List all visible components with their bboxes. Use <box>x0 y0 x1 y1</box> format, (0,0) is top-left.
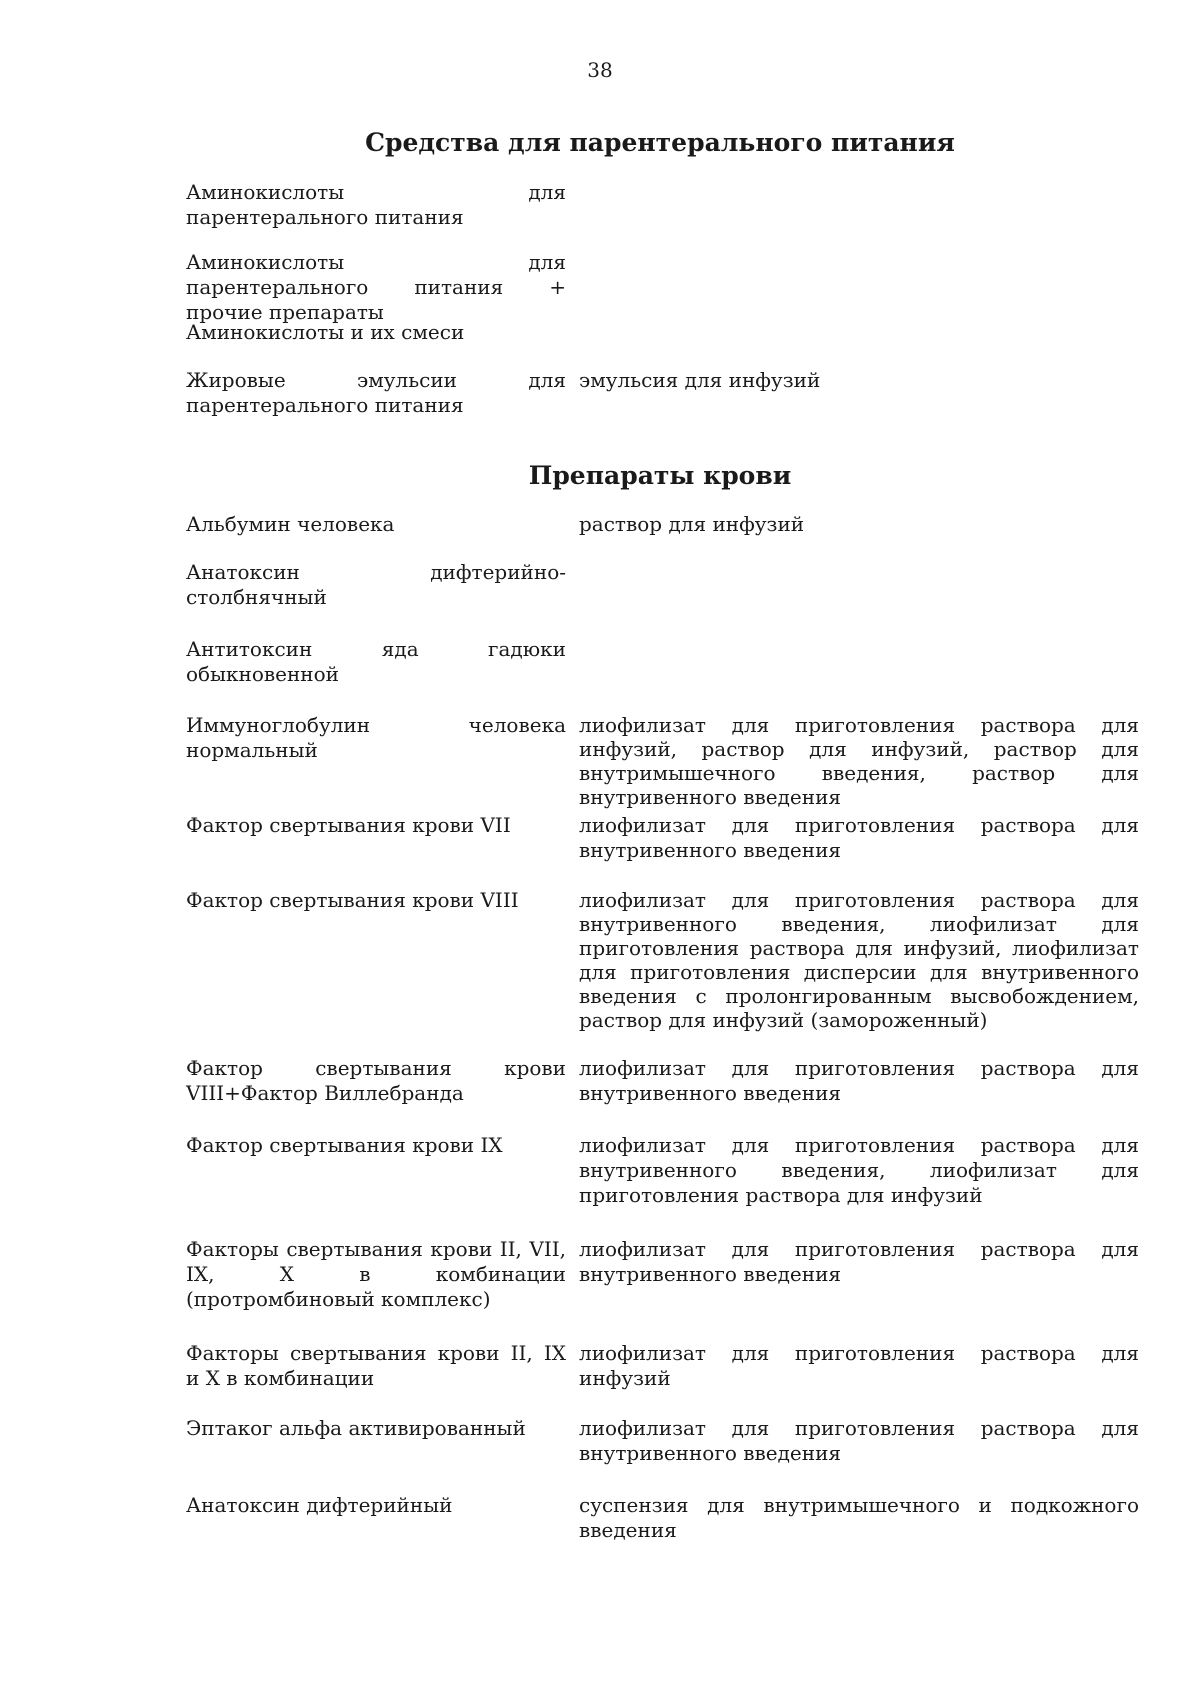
table-row <box>186 813 1139 888</box>
drug-name: Факторы свертывания крови II, VII, IX, X в комбинации (протромбиновый комплекс) <box>186 1237 566 1311</box>
page-number: 38 <box>587 58 613 82</box>
dosage-form: раствор для инфузий <box>579 512 805 536</box>
drug-name: Иммуноглобулин человека нормальный <box>186 713 566 762</box>
table-row <box>186 1133 1139 1237</box>
drug-table-blood-products <box>186 512 1139 1553</box>
drug-name: Альбумин человека <box>186 512 395 536</box>
drug-table-parenteral-nutrition <box>186 180 1136 438</box>
table-row <box>186 180 1136 250</box>
section-title-parenteral-nutrition: Средства для парентерального питания <box>365 128 955 157</box>
drug-name: Жировые эмульсии для парентерального питания <box>186 368 566 417</box>
table-row <box>186 1056 1139 1133</box>
table-row <box>186 888 1139 1056</box>
drug-name: Фактор свертывания крови VIII+Фактор Виллебранда <box>186 1056 566 1105</box>
drug-name: Анатоксин дифтерийно-столбнячный <box>186 560 566 609</box>
drug-name: Эптаког альфа активированный <box>186 1416 526 1440</box>
table-row <box>186 1416 1139 1493</box>
dosage-form: лиофилизат для приготовления раствора для внутривенного введения <box>579 1237 1139 1286</box>
drug-name: Фактор свертывания крови VII <box>186 813 511 837</box>
table-row <box>186 1237 1139 1341</box>
dosage-form: эмульсия для инфузий <box>579 368 821 392</box>
table-row <box>186 637 1136 713</box>
dosage-form: лиофилизат для приготовления раствора для инфузий <box>579 1341 1139 1390</box>
dosage-form: лиофилизат для приготовления раствора для внутривенного введения <box>579 1056 1139 1105</box>
table-row <box>186 512 1136 560</box>
drug-name: Анатоксин дифтерийный <box>186 1493 453 1517</box>
dosage-form: лиофилизат для приготовления раствора для внутривенного введения <box>579 813 1139 862</box>
drug-name: Фактор свертывания крови VIII <box>186 888 519 912</box>
dosage-form: лиофилизат для приготовления раствора для внутривенного введения, лиофилизат для приготовления раствора для инфузий <box>579 1133 1139 1207</box>
table-row <box>186 1341 1139 1416</box>
table-row <box>186 560 1136 637</box>
dosage-form: лиофилизат для приготовления раствора для внутривенного введения, лиофилизат для приготовления раствора для инфузий, лиофилизат для приготовления дисперсии для внутривенного введения с пролонгированным высвобождением, раствор для инфузий (замороженный) <box>579 888 1139 1032</box>
drug-name: Аминокислоты и их смеси <box>186 320 465 344</box>
drug-name: Фактор свертывания крови IX <box>186 1133 503 1157</box>
table-row <box>186 713 1139 813</box>
dosage-form: суспензия для внутримышечного и подкожного введения <box>579 1493 1139 1542</box>
drug-name: Аминокислоты для парентерального питания + прочие препараты <box>186 250 566 324</box>
table-row <box>186 368 1136 438</box>
drug-name: Антитоксин яда гадюки обыкновенной <box>186 637 566 686</box>
table-row <box>186 1493 1139 1553</box>
drug-name: Аминокислоты для парентерального питания <box>186 180 566 229</box>
dosage-form: лиофилизат для приготовления раствора для инфузий, раствор для инфузий, раствор для внутримышечного введения, раствор для внутривенного введения <box>579 713 1139 809</box>
dosage-form: лиофилизат для приготовления раствора для внутривенного введения <box>579 1416 1139 1465</box>
table-row <box>186 250 1136 324</box>
table-row <box>186 320 1136 368</box>
drug-name: Факторы свертывания крови II, IX и X в комбинации <box>186 1341 566 1390</box>
section-title-blood-products: Препараты крови <box>528 461 792 490</box>
